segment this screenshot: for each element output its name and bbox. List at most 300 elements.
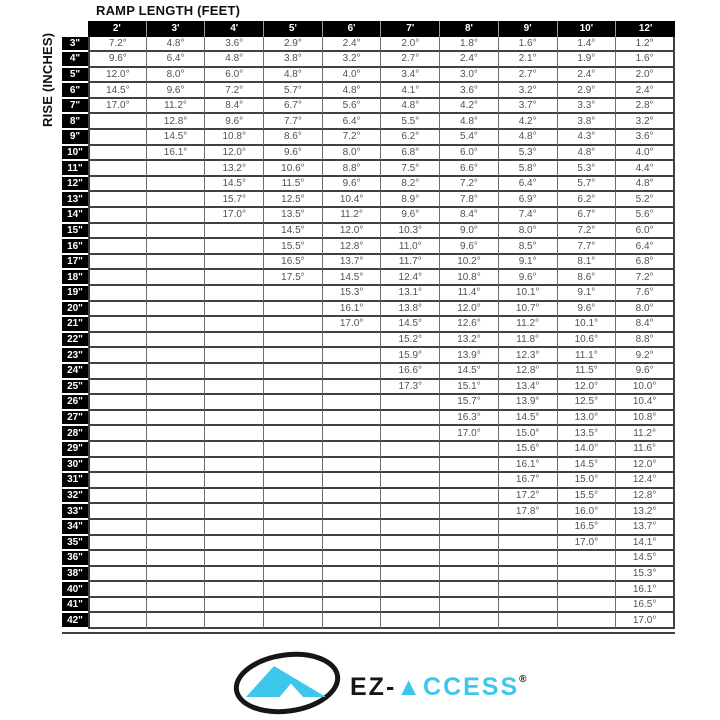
angle-cell: 3.8° (264, 52, 323, 68)
table-row (62, 582, 675, 598)
row-label: 12" (62, 177, 88, 193)
angle-cell (88, 270, 147, 286)
angle-cell: 14.0° (558, 442, 617, 458)
angle-cell: 2.1° (499, 52, 558, 68)
angle-cell: 10.0° (616, 380, 675, 396)
table-row (62, 161, 675, 177)
column-header: 9' (499, 21, 558, 37)
angle-cell: 1.6° (499, 37, 558, 53)
column-header: 4' (205, 21, 264, 37)
angle-cell: 17.0° (558, 536, 617, 552)
column-header: 5' (264, 21, 323, 37)
angle-cell: 17.2° (499, 489, 558, 505)
angle-cell: 10.8° (616, 411, 675, 427)
angle-cell (381, 551, 440, 567)
row-label: 33" (62, 504, 88, 520)
angle-cell (381, 473, 440, 489)
angle-cell: 13.2° (440, 333, 499, 349)
angle-cell: 6.0° (616, 224, 675, 240)
table-row (62, 177, 675, 193)
angle-cell: 3.6° (616, 130, 675, 146)
angle-cell: 10.1° (558, 317, 617, 333)
angle-cell: 11.4° (440, 286, 499, 302)
angle-cell: 16.1° (147, 146, 206, 162)
angle-cell (264, 551, 323, 567)
angle-cell (264, 395, 323, 411)
angle-cell (205, 582, 264, 598)
angle-cell: 5.4° (440, 130, 499, 146)
angle-cell: 7.6° (616, 286, 675, 302)
angle-cell: 12.8° (147, 114, 206, 130)
row-label: 7" (62, 99, 88, 115)
angle-cell (205, 473, 264, 489)
angle-cell: 4.8° (147, 37, 206, 53)
angle-cell (88, 551, 147, 567)
angle-cell (147, 208, 206, 224)
angle-cell: 15.0° (499, 426, 558, 442)
angle-cell: 13.0° (558, 411, 617, 427)
angle-cell: 3.2° (323, 52, 382, 68)
row-label: 26" (62, 395, 88, 411)
angle-cell (440, 442, 499, 458)
angle-cell (499, 551, 558, 567)
angle-cell (88, 458, 147, 474)
angle-cell (205, 395, 264, 411)
angle-cell: 1.4° (558, 37, 617, 53)
angle-cell (323, 551, 382, 567)
angle-cell (205, 364, 264, 380)
angle-cell: 2.4° (323, 37, 382, 53)
angle-cell: 17.0° (323, 317, 382, 333)
angle-cell (147, 442, 206, 458)
angle-cell: 8.0° (147, 68, 206, 84)
table-row (62, 255, 675, 271)
angle-cell (323, 380, 382, 396)
row-label: 42" (62, 613, 88, 629)
angle-cell: 8.9° (381, 192, 440, 208)
angle-cell: 14.1° (616, 536, 675, 552)
angle-cell: 12.0° (205, 146, 264, 162)
angle-cell (147, 380, 206, 396)
table-row (62, 489, 675, 505)
angle-cell (88, 473, 147, 489)
table-row (62, 270, 675, 286)
angle-cell (88, 411, 147, 427)
angle-cell (323, 426, 382, 442)
row-label: 22" (62, 333, 88, 349)
row-label: 13" (62, 192, 88, 208)
angle-cell: 4.8° (616, 177, 675, 193)
angle-cell: 14.5° (499, 411, 558, 427)
angle-cell (440, 536, 499, 552)
angle-cell: 5.6° (323, 99, 382, 115)
angle-cell: 8.0° (499, 224, 558, 240)
angle-cell: 15.7° (440, 395, 499, 411)
angle-cell (88, 161, 147, 177)
angle-cell: 14.5° (616, 551, 675, 567)
angle-cell (264, 411, 323, 427)
angle-cell: 14.5° (88, 83, 147, 99)
angle-cell: 16.5° (558, 520, 617, 536)
angle-cell: 3.7° (499, 99, 558, 115)
angle-cell (147, 255, 206, 271)
angle-cell: 8.1° (558, 255, 617, 271)
table-row (62, 613, 675, 629)
angle-cell: 4.8° (205, 52, 264, 68)
angle-cell (264, 458, 323, 474)
angle-cell (323, 411, 382, 427)
angle-cell: 12.5° (558, 395, 617, 411)
angle-cell (147, 489, 206, 505)
table-row (62, 536, 675, 552)
angle-cell (88, 208, 147, 224)
angle-cell: 4.2° (440, 99, 499, 115)
row-label: 41" (62, 598, 88, 614)
angle-cell (381, 411, 440, 427)
angle-cell (205, 348, 264, 364)
angle-cell: 2.0° (616, 68, 675, 84)
row-label: 30" (62, 458, 88, 474)
angle-cell (440, 520, 499, 536)
angle-cell: 2.7° (499, 68, 558, 84)
angle-cell (88, 567, 147, 583)
angle-cell (558, 551, 617, 567)
angle-cell (499, 613, 558, 629)
table-row (62, 286, 675, 302)
angle-cell (205, 380, 264, 396)
angle-cell (88, 520, 147, 536)
angle-cell (205, 567, 264, 583)
row-label: 18" (62, 270, 88, 286)
angle-cell (88, 364, 147, 380)
table-row (62, 364, 675, 380)
angle-cell: 4.8° (499, 130, 558, 146)
angle-cell (205, 551, 264, 567)
angle-cell (499, 520, 558, 536)
row-label: 19" (62, 286, 88, 302)
angle-cell: 4.1° (381, 83, 440, 99)
table-row (62, 442, 675, 458)
registered-trademark-icon: ® (519, 673, 527, 685)
angle-cell (205, 489, 264, 505)
angle-cell: 16.7° (499, 473, 558, 489)
table-row (62, 426, 675, 442)
angle-cell: 6.2° (558, 192, 617, 208)
table-row (62, 395, 675, 411)
angle-cell: 13.8° (381, 302, 440, 318)
angle-cell: 11.5° (558, 364, 617, 380)
angle-cell (147, 239, 206, 255)
angle-cell: 12.0° (88, 68, 147, 84)
angle-cell (88, 582, 147, 598)
angle-cell: 15.3° (616, 567, 675, 583)
angle-cell (147, 473, 206, 489)
table-row (62, 567, 675, 583)
angle-cell: 7.2° (616, 270, 675, 286)
angle-cell: 13.7° (323, 255, 382, 271)
angle-cell: 16.5° (264, 255, 323, 271)
angle-cell: 8.8° (616, 333, 675, 349)
angle-cell: 8.2° (381, 177, 440, 193)
table-row (62, 348, 675, 364)
angle-cell (205, 613, 264, 629)
angle-cell: 11.2° (499, 317, 558, 333)
angle-cell (323, 489, 382, 505)
angle-cell: 11.2° (323, 208, 382, 224)
angle-cell (381, 395, 440, 411)
angle-cell (558, 567, 617, 583)
angle-cell: 4.4° (616, 161, 675, 177)
ez-access-logo (231, 651, 527, 715)
angle-cell (440, 598, 499, 614)
table-row (62, 380, 675, 396)
angle-cell (323, 395, 382, 411)
angle-cell: 13.4° (499, 380, 558, 396)
table-row (62, 146, 675, 162)
angle-cell (88, 333, 147, 349)
angle-cell: 12.0° (323, 224, 382, 240)
angle-cell (88, 598, 147, 614)
angle-cell (558, 613, 617, 629)
angle-cell: 7.5° (381, 161, 440, 177)
table-row (62, 68, 675, 84)
table-row (62, 598, 675, 614)
angle-cell (147, 426, 206, 442)
angle-cell: 17.0° (440, 426, 499, 442)
angle-cell: 15.9° (381, 348, 440, 364)
angle-cell: 6.6° (440, 161, 499, 177)
angle-cell: 16.0° (558, 504, 617, 520)
angle-cell: 5.5° (381, 114, 440, 130)
angle-cell (147, 411, 206, 427)
angle-cell (205, 270, 264, 286)
angle-cell (205, 411, 264, 427)
angle-cell (147, 192, 206, 208)
angle-cell: 10.3° (381, 224, 440, 240)
angle-cell: 1.9° (558, 52, 617, 68)
angle-cell: 13.7° (616, 520, 675, 536)
row-label: 17" (62, 255, 88, 271)
angle-cell: 13.5° (558, 426, 617, 442)
table-header-row (62, 21, 675, 37)
angle-cell: 12.4° (616, 473, 675, 489)
angle-cell: 14.5° (264, 224, 323, 240)
angle-cell: 1.2° (616, 37, 675, 53)
table-row (62, 473, 675, 489)
angle-cell: 14.5° (440, 364, 499, 380)
angle-cell: 5.3° (499, 146, 558, 162)
angle-cell (88, 255, 147, 271)
angle-cell: 3.0° (440, 68, 499, 84)
angle-cell: 6.7° (264, 99, 323, 115)
angle-cell (147, 224, 206, 240)
angle-cell (147, 504, 206, 520)
angle-cell (264, 582, 323, 598)
angle-cell (205, 442, 264, 458)
angle-cell (88, 192, 147, 208)
angle-cell: 10.7° (499, 302, 558, 318)
angle-cell: 4.8° (558, 146, 617, 162)
angle-cell: 3.2° (499, 83, 558, 99)
angle-cell: 11.5° (264, 177, 323, 193)
angle-cell (381, 489, 440, 505)
angle-cell: 7.2° (440, 177, 499, 193)
table-row (62, 99, 675, 115)
angle-cell: 9.6° (616, 364, 675, 380)
angle-cell (381, 504, 440, 520)
angle-cell: 11.6° (616, 442, 675, 458)
angle-cell (323, 582, 382, 598)
angle-cell (205, 317, 264, 333)
row-label: 31" (62, 473, 88, 489)
angle-cell: 6.4° (499, 177, 558, 193)
angle-cell: 4.8° (381, 99, 440, 115)
angle-cell: 2.9° (264, 37, 323, 53)
angle-cell: 3.6° (205, 37, 264, 53)
angle-cell: 16.1° (616, 582, 675, 598)
angle-cell (88, 239, 147, 255)
row-label: 36" (62, 551, 88, 567)
angle-cell (88, 317, 147, 333)
table-row (62, 114, 675, 130)
angle-cell: 12.5° (264, 192, 323, 208)
angle-cell (88, 613, 147, 629)
table-row (62, 317, 675, 333)
row-label: 21" (62, 317, 88, 333)
angle-cell (88, 146, 147, 162)
angle-cell: 5.6° (616, 208, 675, 224)
angle-cell: 7.8° (440, 192, 499, 208)
angle-cell (381, 536, 440, 552)
angle-cell: 9.6° (88, 52, 147, 68)
angle-cell: 13.5° (264, 208, 323, 224)
angle-cell: 16.3° (440, 411, 499, 427)
angle-cell (440, 613, 499, 629)
angle-cell: 3.2° (616, 114, 675, 130)
row-label: 10" (62, 146, 88, 162)
angle-cell: 6.8° (616, 255, 675, 271)
angle-cell: 8.0° (616, 302, 675, 318)
angle-cell: 12.8° (499, 364, 558, 380)
angle-cell: 6.0° (440, 146, 499, 162)
angle-cell: 5.8° (499, 161, 558, 177)
angle-cell: 4.0° (323, 68, 382, 84)
angle-cell: 12.8° (616, 489, 675, 505)
angle-cell: 14.5° (558, 458, 617, 474)
angle-cell: 4.8° (323, 83, 382, 99)
angle-cell: 8.4° (440, 208, 499, 224)
table-row (62, 411, 675, 427)
table-row (62, 130, 675, 146)
angle-cell: 9.1° (499, 255, 558, 271)
table-row (62, 52, 675, 68)
angle-cell: 8.6° (264, 130, 323, 146)
angle-cell: 4.8° (440, 114, 499, 130)
angle-cell: 15.2° (381, 333, 440, 349)
row-label: 32" (62, 489, 88, 505)
angle-cell (88, 442, 147, 458)
angle-cell: 6.4° (616, 239, 675, 255)
angle-cell (323, 520, 382, 536)
ramp-angle-table (62, 21, 675, 629)
angle-cell: 15.5° (264, 239, 323, 255)
angle-cell: 9.6° (205, 114, 264, 130)
angle-cell: 9.6° (440, 239, 499, 255)
angle-cell (88, 536, 147, 552)
angle-cell (323, 333, 382, 349)
table-row (62, 37, 675, 53)
angle-cell: 9.0° (440, 224, 499, 240)
angle-cell (88, 224, 147, 240)
angle-cell: 16.1° (499, 458, 558, 474)
ez-access-logo-text (350, 673, 527, 702)
angle-cell: 1.6° (616, 52, 675, 68)
row-label: 9" (62, 130, 88, 146)
angle-cell: 17.0° (616, 613, 675, 629)
angle-cell (381, 520, 440, 536)
angle-cell (264, 520, 323, 536)
angle-cell (264, 302, 323, 318)
angle-cell: 6.4° (147, 52, 206, 68)
angle-cell (264, 364, 323, 380)
angle-cell: 6.7° (558, 208, 617, 224)
angle-cell (147, 536, 206, 552)
angle-cell: 17.8° (499, 504, 558, 520)
angle-cell: 3.8° (558, 114, 617, 130)
angle-cell (147, 395, 206, 411)
angle-cell: 14.5° (205, 177, 264, 193)
column-header: 6' (323, 21, 382, 37)
angle-cell (323, 613, 382, 629)
page-title: RAMP LENGTH (FEET) (96, 3, 241, 18)
angle-cell (88, 114, 147, 130)
angle-cell (205, 504, 264, 520)
table-row (62, 520, 675, 536)
table-row (62, 83, 675, 99)
angle-cell: 4.3° (558, 130, 617, 146)
angle-cell (264, 426, 323, 442)
angle-cell (147, 520, 206, 536)
angle-cell: 4.0° (616, 146, 675, 162)
angle-cell (381, 598, 440, 614)
angle-cell (205, 286, 264, 302)
angle-cell (499, 536, 558, 552)
angle-cell (323, 458, 382, 474)
angle-cell (499, 567, 558, 583)
angle-cell: 9.6° (323, 177, 382, 193)
row-label: 34" (62, 520, 88, 536)
angle-cell (264, 489, 323, 505)
angle-cell: 11.7° (381, 255, 440, 271)
angle-cell: 15.6° (499, 442, 558, 458)
angle-cell (323, 504, 382, 520)
table-row (62, 192, 675, 208)
row-label: 11" (62, 161, 88, 177)
angle-cell (88, 130, 147, 146)
column-header: 3' (147, 21, 206, 37)
logo-text-ez: EZ- (350, 672, 397, 701)
row-label: 3" (62, 37, 88, 53)
angle-cell (264, 473, 323, 489)
angle-cell: 4.8° (264, 68, 323, 84)
angle-cell (147, 458, 206, 474)
angle-cell: 12.8° (323, 239, 382, 255)
angle-cell: 12.3° (499, 348, 558, 364)
angle-cell (147, 551, 206, 567)
angle-cell (88, 348, 147, 364)
angle-cell: 10.6° (264, 161, 323, 177)
row-label: 38" (62, 567, 88, 583)
